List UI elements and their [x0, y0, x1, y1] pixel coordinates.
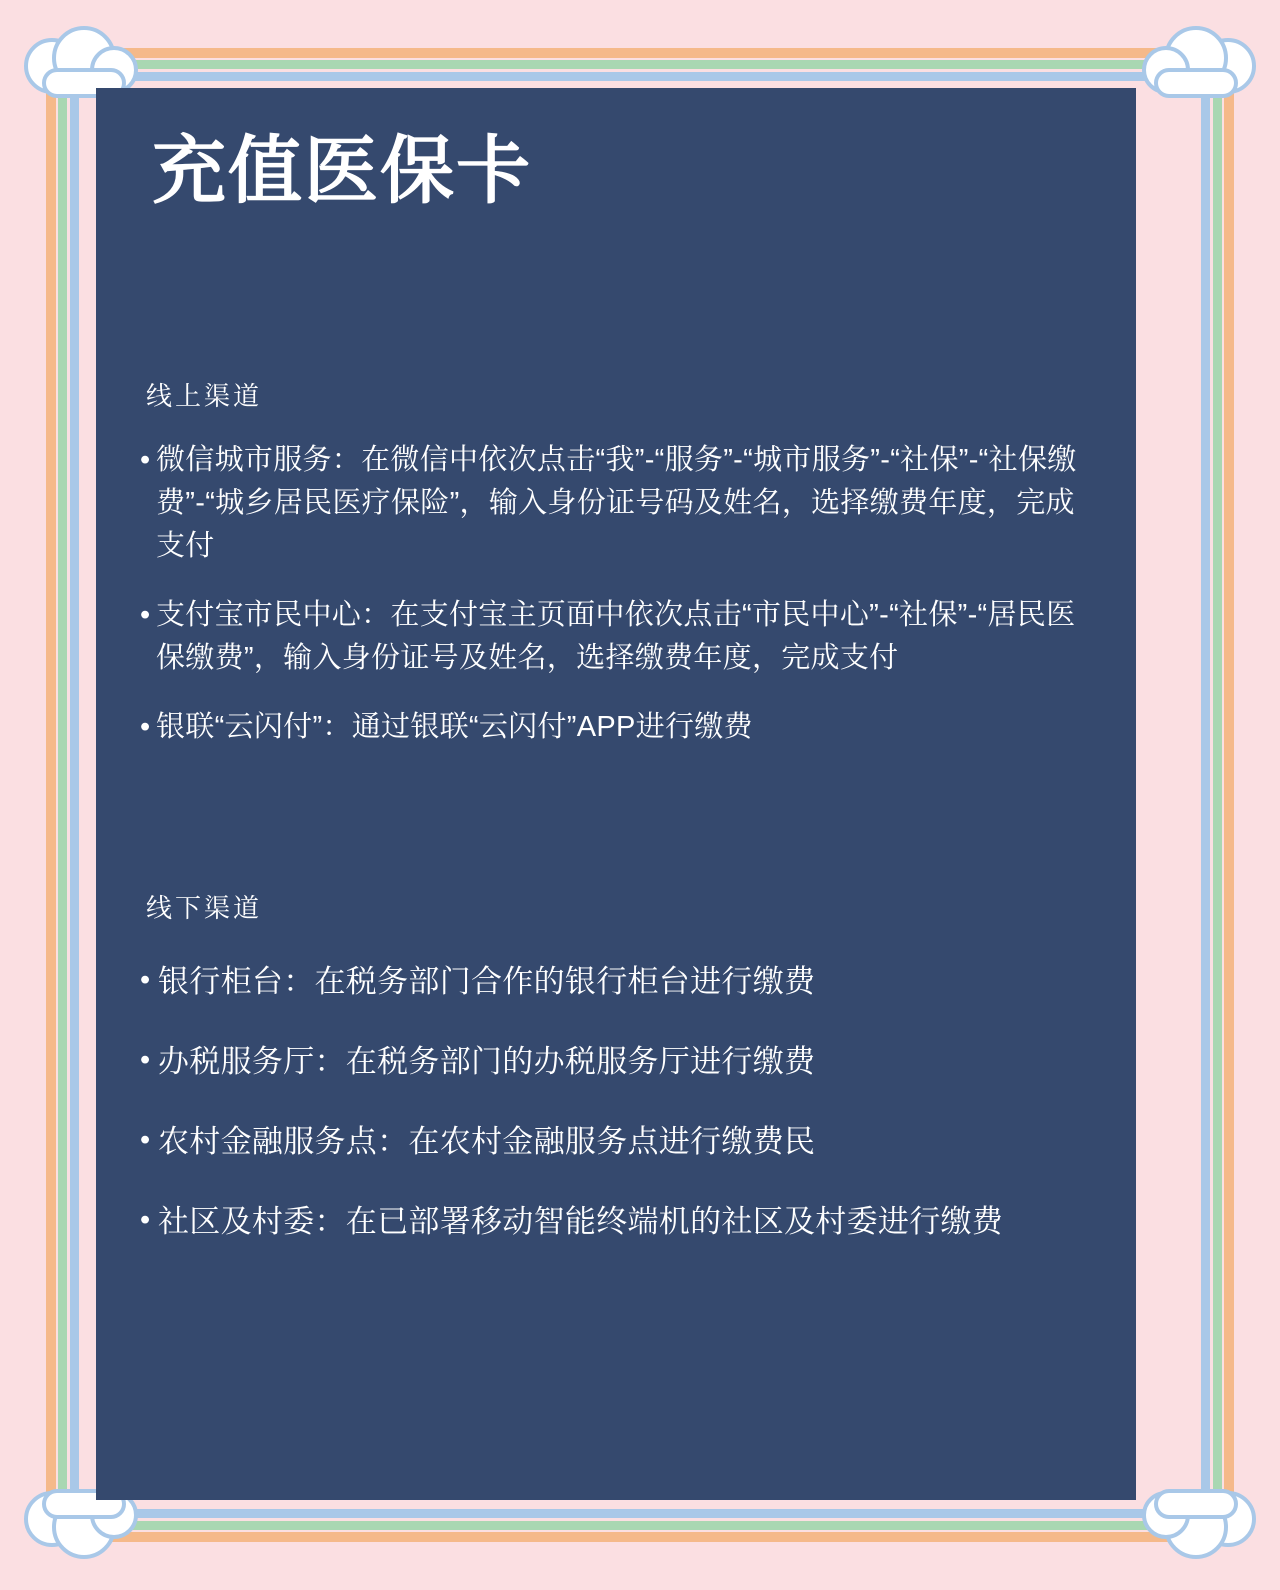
- content-card: [96, 88, 1136, 1500]
- list-item: • 微信城市服务：在微信中依次点击“我”-“服务”-“城市服务”-“社保”-“社保缴费”-“城乡居民医疗保险”，输入身份证号码及姓名，选择缴费年度，完成支付: [140, 439, 1096, 568]
- cloud-icon: [1136, 24, 1266, 109]
- section-heading-offline: 线下渠道: [146, 893, 263, 923]
- offline-channel-list: [140, 959, 1096, 1245]
- page-title: 充值医保卡: [152, 129, 532, 212]
- list-item: • 农村金融服务点：在农村金融服务点进行缴费民: [140, 1119, 1096, 1165]
- online-channel-list: [140, 439, 1096, 748]
- section-offline-channels: [140, 888, 1096, 1279]
- section-online-channels: [140, 376, 1096, 774]
- section-heading-online: 线上渠道: [146, 381, 263, 411]
- cloud-icon: [1136, 1481, 1266, 1566]
- list-item: • 银行柜台：在税务部门合作的银行柜台进行缴费: [140, 959, 1096, 1005]
- list-item: • 银联“云闪付”：通过银联“云闪付”APP进行缴费: [140, 706, 1096, 749]
- list-item: • 社区及村委：在已部署移动智能终端机的社区及村委进行缴费: [140, 1199, 1096, 1245]
- list-item: • 办税服务厅：在税务部门的办税服务厅进行缴费: [140, 1039, 1096, 1085]
- list-item: • 支付宝市民中心：在支付宝主页面中依次点击“市民中心”-“社保”-“居民医保缴费”，输入身份证号及姓名，选择缴费年度，完成支付: [140, 594, 1096, 680]
